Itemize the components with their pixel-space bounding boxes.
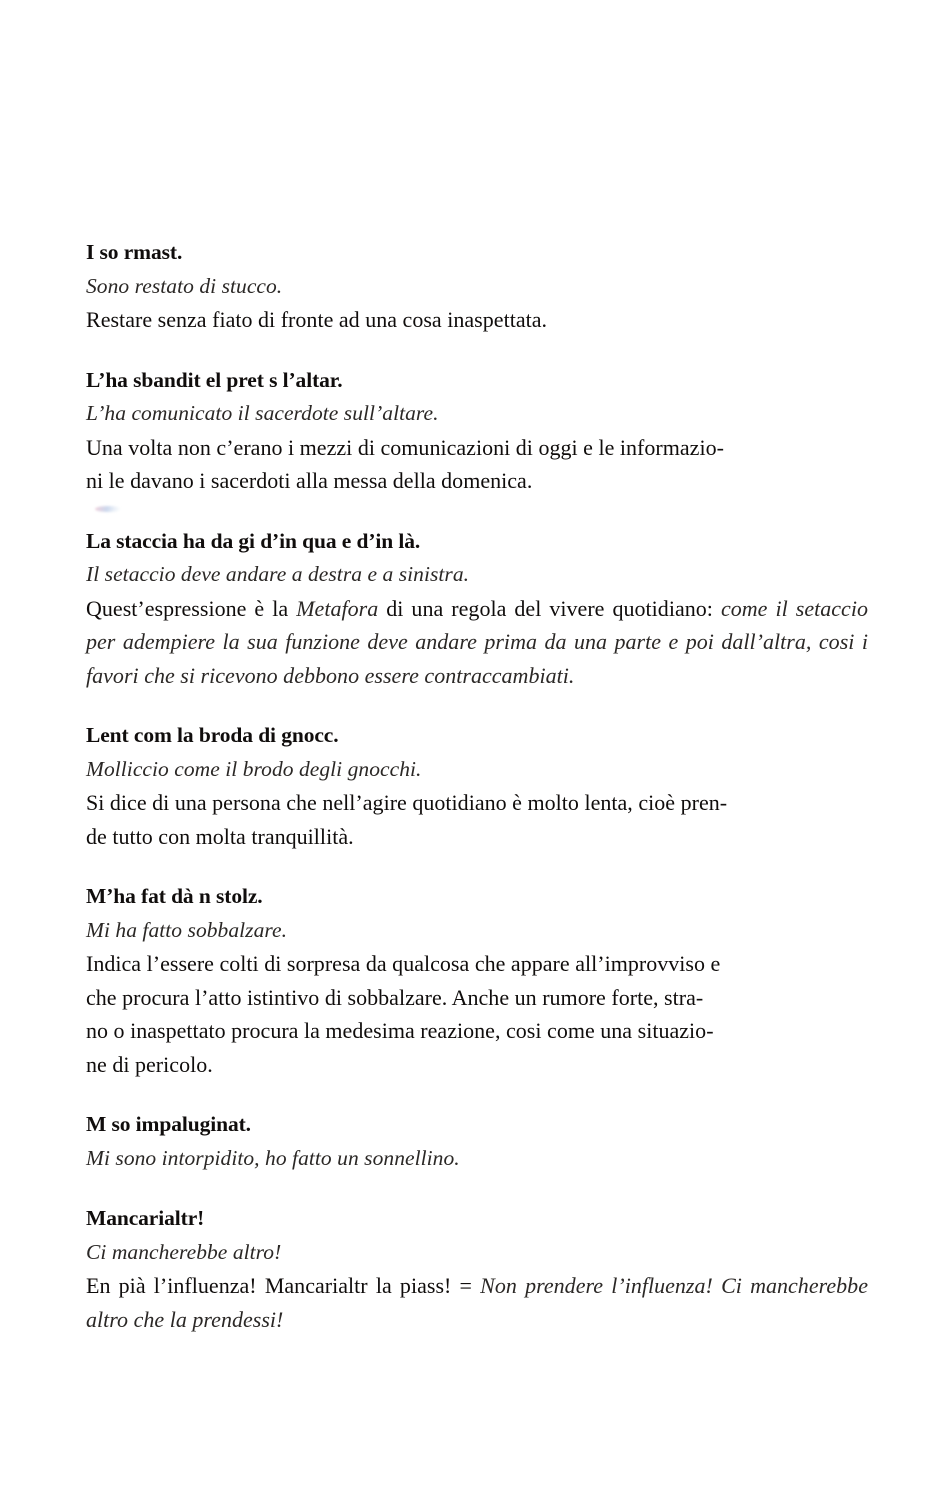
entry-gloss: Ci mancherebbe altro! bbox=[86, 1239, 282, 1264]
roman-run: di una regola del vivere quotidiano: bbox=[378, 595, 721, 621]
entry-explanation-line: ni le davano i sacerdoti alla messa della domenica. bbox=[86, 468, 533, 493]
entry-gloss: Sono restato di stucco. bbox=[86, 273, 283, 298]
entry-headword: M so impaluginat. bbox=[86, 1112, 251, 1136]
entry-headword: I so rmast. bbox=[86, 240, 183, 264]
entry-explanation-line: Una volta non c’erano i mezzi di comunicazioni di oggi e le informazio- bbox=[86, 434, 724, 460]
italic-run: Non prendere l’influenza! Ci mancherebbe altro che la prendessi! bbox=[86, 1273, 868, 1332]
roman-run: En pià l’influenza! Mancarialtr la piass! = bbox=[86, 1273, 481, 1298]
dictionary-entry bbox=[86, 525, 868, 693]
entry-headword: M’ha fat dà n stolz. bbox=[86, 884, 263, 908]
dictionary-entry bbox=[86, 1108, 868, 1175]
entry-gloss: Mi ha fatto sobbalzare. bbox=[86, 917, 288, 942]
entry-headword: Lent com la broda di gnocc. bbox=[86, 723, 339, 747]
dictionary-entry bbox=[86, 236, 868, 337]
entry-explanation bbox=[86, 592, 868, 693]
entry-explanation-line: no o inaspettato procura la medesima reazione, cosi come una situazio- bbox=[86, 1018, 714, 1043]
dictionary-entry bbox=[86, 364, 868, 498]
entry-gloss: Il setaccio deve andare a destra e a sinistra. bbox=[86, 562, 470, 586]
text-column bbox=[86, 236, 868, 1336]
entry-explanation-line: che procura l’atto istintivo di sobbalzare. Anche un rumore forte, stra- bbox=[86, 984, 704, 1010]
entry-headword: Mancarialtr! bbox=[86, 1206, 205, 1230]
entry-explanation bbox=[86, 1269, 868, 1336]
italic-run: Metafora bbox=[296, 595, 379, 621]
entry-explanation-line: Si dice di una persona che nell’agire quotidiano è molto lenta, cioè pren- bbox=[86, 790, 728, 815]
roman-run: Quest’espressione è la bbox=[86, 595, 297, 621]
entry-gloss: Mi sono intorpidito, ho fatto un sonnellino. bbox=[86, 1145, 460, 1170]
entry-explanation-line: ne di pericolo. bbox=[86, 1051, 213, 1077]
dictionary-entry bbox=[86, 1202, 868, 1336]
entry-explanation-line: de tutto con molta tranquillità. bbox=[86, 823, 354, 849]
italic-run: come il setaccio per adempiere la sua funzione deve andare prima da una parte e poi dall’altra, cosi i favori che si ricevono debbono essere contraccambiati. bbox=[86, 595, 868, 688]
entry-headword: L’ha sbandit el pret s l’altar. bbox=[86, 367, 343, 392]
entry-explanation-line: Restare senza fiato di fronte ad una cosa inaspettata. bbox=[86, 307, 548, 332]
entry-explanation-line: Indica l’essere colti di sorpresa da qualcosa che appare all’improvviso e bbox=[86, 951, 721, 976]
entry-headword: La staccia ha da gi d’in qua e d’in là. bbox=[86, 528, 421, 553]
dictionary-entry bbox=[86, 719, 868, 853]
entry-gloss: L’ha comunicato il sacerdote sull’altare. bbox=[86, 401, 439, 425]
dictionary-entry bbox=[86, 880, 868, 1081]
entry-gloss: Molliccio come il brodo degli gnocchi. bbox=[86, 756, 422, 781]
